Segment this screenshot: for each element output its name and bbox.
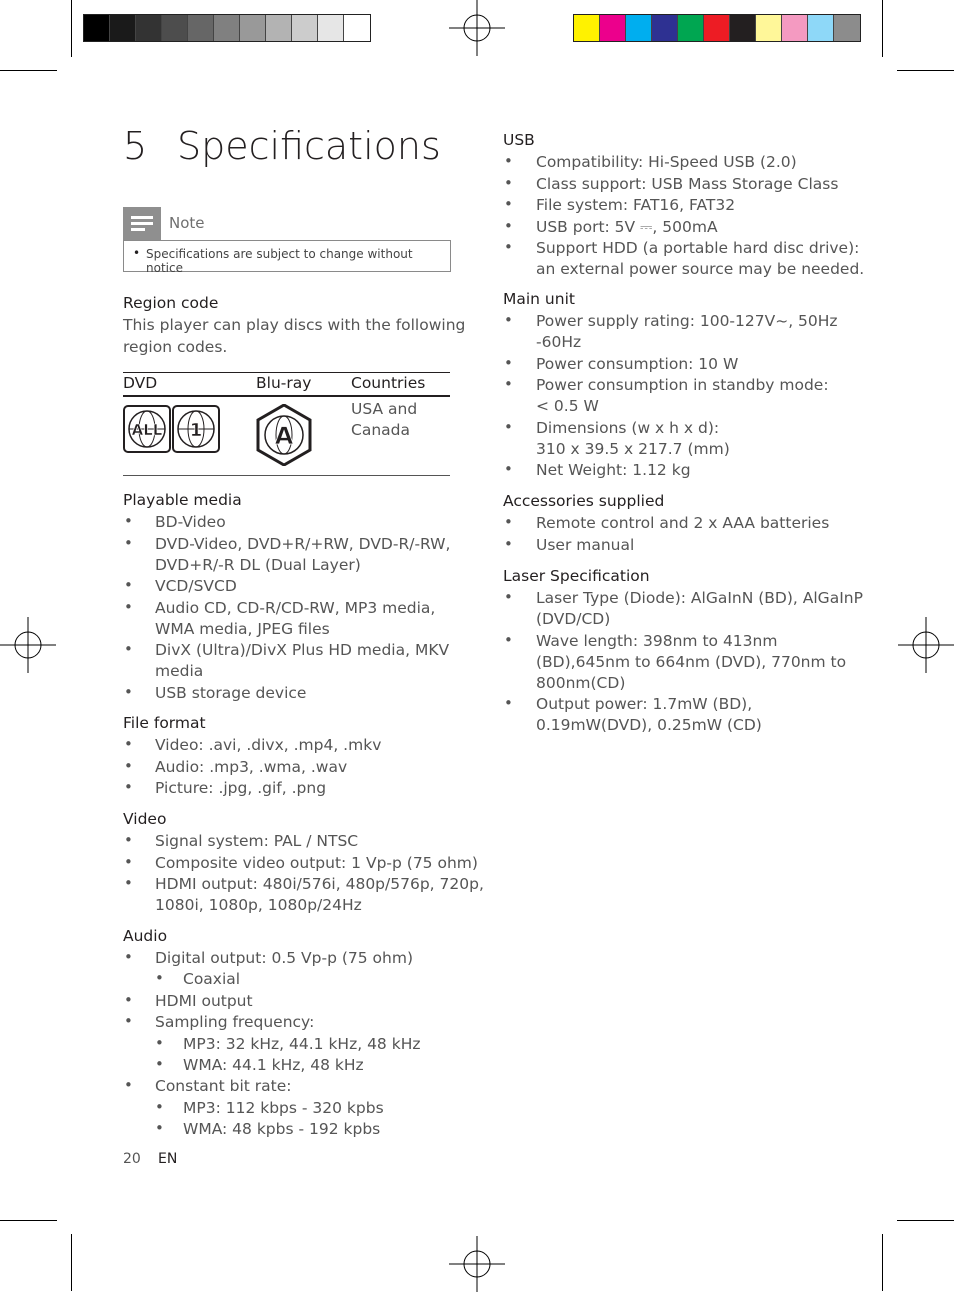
bullet: • xyxy=(124,640,133,658)
bluray-region-a-icon xyxy=(256,404,312,466)
bullet: • xyxy=(504,417,513,436)
registration-mark-icon xyxy=(0,617,56,673)
bullet: • xyxy=(504,353,513,372)
list-item: Net Weight: 1.12 kg xyxy=(536,461,691,479)
color-swatch xyxy=(834,15,860,41)
bullet: • xyxy=(124,831,133,849)
countries-cell: USA and xyxy=(351,400,418,418)
region-intro: region codes. xyxy=(123,338,228,356)
crop-mark xyxy=(71,0,72,57)
color-swatch xyxy=(110,15,136,41)
list-item: WMA: 48 kpbs - 192 kpbs xyxy=(183,1120,381,1139)
bullet: • xyxy=(124,990,133,1009)
table-rule xyxy=(123,395,450,397)
list-item: 0.19mW(DVD), 0.25mW (CD) xyxy=(536,716,762,734)
chapter-number: 5 xyxy=(123,124,148,168)
bullet: • xyxy=(504,630,513,649)
list-item: Constant bit rate: xyxy=(155,1077,292,1096)
crop-mark xyxy=(0,1220,57,1221)
countries-cell: Canada xyxy=(351,421,410,439)
list-item: Support HDD (a portable hard disc drive): xyxy=(536,239,860,257)
list-item: media xyxy=(155,662,204,680)
bullet: • xyxy=(504,375,513,393)
bullet: • xyxy=(124,735,133,753)
svg-text:1: 1 xyxy=(189,420,203,441)
section-heading: Region code xyxy=(123,294,219,312)
bullet: • xyxy=(155,969,164,988)
list-item: USB storage device xyxy=(155,683,307,702)
list-item: Signal system: PAL / NTSC xyxy=(155,832,359,850)
crop-mark xyxy=(0,70,57,71)
list-item: WMA: 44.1 kHz, 48 kHz xyxy=(183,1056,364,1074)
list-item: Output power: 1.7mW (BD), xyxy=(536,695,753,713)
list-item: BD-Video xyxy=(155,513,226,531)
list-item: VCD/SVCD xyxy=(155,577,237,595)
color-swatch xyxy=(782,15,808,41)
color-swatch xyxy=(266,15,292,41)
list-item: User manual xyxy=(536,535,635,554)
note-icon xyxy=(123,207,161,240)
crop-mark xyxy=(882,1234,883,1291)
crop-mark xyxy=(897,1220,954,1221)
table-rule xyxy=(123,475,450,476)
language-code: EN xyxy=(158,1151,178,1167)
note-label: Note xyxy=(169,214,205,232)
list-item: -60Hz xyxy=(536,333,582,351)
note-text: Specifications are subject to change without notice xyxy=(146,247,413,275)
bullet: • xyxy=(124,533,133,552)
section-heading: File format xyxy=(123,714,206,732)
bullet: • xyxy=(124,874,133,892)
list-item: WMA media, JPEG files xyxy=(155,619,330,638)
svg-text:A: A xyxy=(274,422,294,450)
color-swatch xyxy=(730,15,756,41)
section-heading: Accessories supplied xyxy=(503,492,665,510)
bullet: • xyxy=(504,152,513,170)
section-heading: USB xyxy=(503,131,535,149)
bullet: • xyxy=(124,852,133,871)
list-item: Video: .avi, .divx, .mp4, .mkv xyxy=(155,736,382,754)
color-swatch xyxy=(652,15,678,41)
color-swatch xyxy=(318,15,344,41)
color-swatch xyxy=(808,15,834,41)
process-color-bar xyxy=(573,14,861,42)
grayscale-color-bar xyxy=(83,14,371,42)
table-header: Countries xyxy=(351,374,426,392)
crop-mark xyxy=(882,0,883,57)
table-header: Blu-ray xyxy=(256,374,312,392)
list-item: MP3: 112 kbps - 320 kpbs xyxy=(183,1098,384,1117)
section-heading: Audio xyxy=(123,927,168,945)
bullet: • xyxy=(504,195,513,213)
color-swatch xyxy=(756,15,782,41)
bullet: • xyxy=(504,460,513,478)
bullet: • xyxy=(504,534,513,553)
list-item: Laser Type (Diode): AlGaInN (BD), AlGaInP xyxy=(536,589,863,607)
bullet: • xyxy=(504,238,513,256)
bullet: • xyxy=(155,1033,164,1052)
bullet: • xyxy=(124,1012,133,1031)
bullet: • xyxy=(504,588,513,606)
list-item: Digital output: 0.5 Vp-p (75 ohm) xyxy=(155,949,413,967)
color-swatch xyxy=(574,15,600,41)
bullet: • xyxy=(124,1076,133,1095)
list-item: Composite video output: 1 Vp-p (75 ohm) xyxy=(155,853,478,872)
color-swatch xyxy=(136,15,162,41)
color-swatch xyxy=(162,15,188,41)
list-item: Wave length: 398nm to 413nm xyxy=(536,631,778,650)
color-swatch xyxy=(292,15,318,41)
list-item: an external power source may be needed. xyxy=(536,260,865,278)
bullet: • xyxy=(124,778,133,796)
list-item: (BD),645nm to 664nm (DVD), 770nm to xyxy=(536,652,847,671)
bullet: • xyxy=(155,1097,164,1116)
bullet: • xyxy=(504,311,513,329)
bullet: • xyxy=(504,173,513,192)
bullet: • xyxy=(155,1055,164,1073)
list-item: File system: FAT16, FAT32 xyxy=(536,196,736,214)
list-item: Power consumption: 10 W xyxy=(536,354,739,373)
dvd-region-1-icon xyxy=(172,405,220,453)
color-swatch xyxy=(240,15,266,41)
list-item: DivX (Ultra)/DivX Plus HD media, MKV xyxy=(155,641,450,659)
list-item: Power consumption in standby mode: xyxy=(536,376,829,394)
table-header: DVD xyxy=(123,374,158,392)
list-item: Sampling frequency: xyxy=(155,1013,315,1032)
color-swatch xyxy=(188,15,214,41)
list-item: Compatibility: Hi-Speed USB (2.0) xyxy=(536,153,797,171)
list-item: DVD+R/-R DL (Dual Layer) xyxy=(155,555,361,574)
list-item: Audio: .mp3, .wma, .wav xyxy=(155,757,348,776)
color-swatch xyxy=(84,15,110,41)
bullet: • xyxy=(124,682,133,701)
bullet: • xyxy=(124,576,133,594)
list-item: 1080i, 1080p, 1080p/24Hz xyxy=(155,896,362,914)
svg-text:ALL: ALL xyxy=(131,421,163,439)
list-item: 310 x 39.5 x 217.7 (mm) xyxy=(536,439,730,458)
bullet: • xyxy=(133,246,141,260)
bullet: • xyxy=(124,756,133,775)
note-box xyxy=(123,207,451,275)
bullet: • xyxy=(155,1119,164,1138)
color-swatch xyxy=(704,15,730,41)
list-item: Power supply rating: 100-127V~, 50Hz xyxy=(536,312,838,330)
section-heading: Laser Specification xyxy=(503,567,650,585)
list-item: Audio CD, CD-R/CD-RW, MP3 media, xyxy=(155,598,436,617)
list-item: Class support: USB Mass Storage Class xyxy=(536,174,839,193)
registration-mark-icon xyxy=(449,1236,505,1292)
bullet: • xyxy=(124,948,133,966)
color-swatch xyxy=(678,15,704,41)
list-item: (DVD/CD) xyxy=(536,610,611,628)
color-swatch xyxy=(626,15,652,41)
crop-mark xyxy=(897,70,954,71)
list-item: USB port: 5V ⎓, 500mA xyxy=(536,217,718,236)
section-heading: Main unit xyxy=(503,290,575,308)
section-heading: Video xyxy=(123,810,167,828)
color-swatch xyxy=(344,15,370,41)
list-item: Remote control and 2 x AAA batteries xyxy=(536,514,830,532)
list-item: MP3: 32 kHz, 44.1 kHz, 48 kHz xyxy=(183,1034,421,1053)
color-swatch xyxy=(600,15,626,41)
crop-mark xyxy=(71,1234,72,1291)
registration-mark-icon xyxy=(898,617,954,673)
bullet: • xyxy=(504,513,513,531)
bullet: • xyxy=(504,694,513,712)
list-item: HDMI output xyxy=(155,991,253,1010)
table-rule xyxy=(123,372,450,373)
list-item: HDMI output: 480i/576i, 480p/576p, 720p, xyxy=(155,875,484,893)
list-item: 800nm(CD) xyxy=(536,673,626,692)
section-heading: Playable media xyxy=(123,491,242,509)
dvd-region-all-icon xyxy=(123,405,171,453)
bullet: • xyxy=(124,512,133,530)
page-number: 20 xyxy=(123,1151,141,1167)
page-title: Specifications xyxy=(177,124,441,168)
registration-mark-icon xyxy=(449,0,505,56)
list-item: Coaxial xyxy=(183,970,241,989)
list-item: < 0.5 W xyxy=(536,397,599,415)
region-intro: This player can play discs with the following xyxy=(123,316,466,334)
list-item: Picture: .jpg, .gif, .png xyxy=(155,779,327,797)
list-item: Dimensions (w x h x d): xyxy=(536,418,720,437)
list-item: DVD-Video, DVD+R/+RW, DVD-R/-RW, xyxy=(155,534,451,553)
color-swatch xyxy=(214,15,240,41)
bullet: • xyxy=(124,597,133,616)
bullet: • xyxy=(504,216,513,235)
